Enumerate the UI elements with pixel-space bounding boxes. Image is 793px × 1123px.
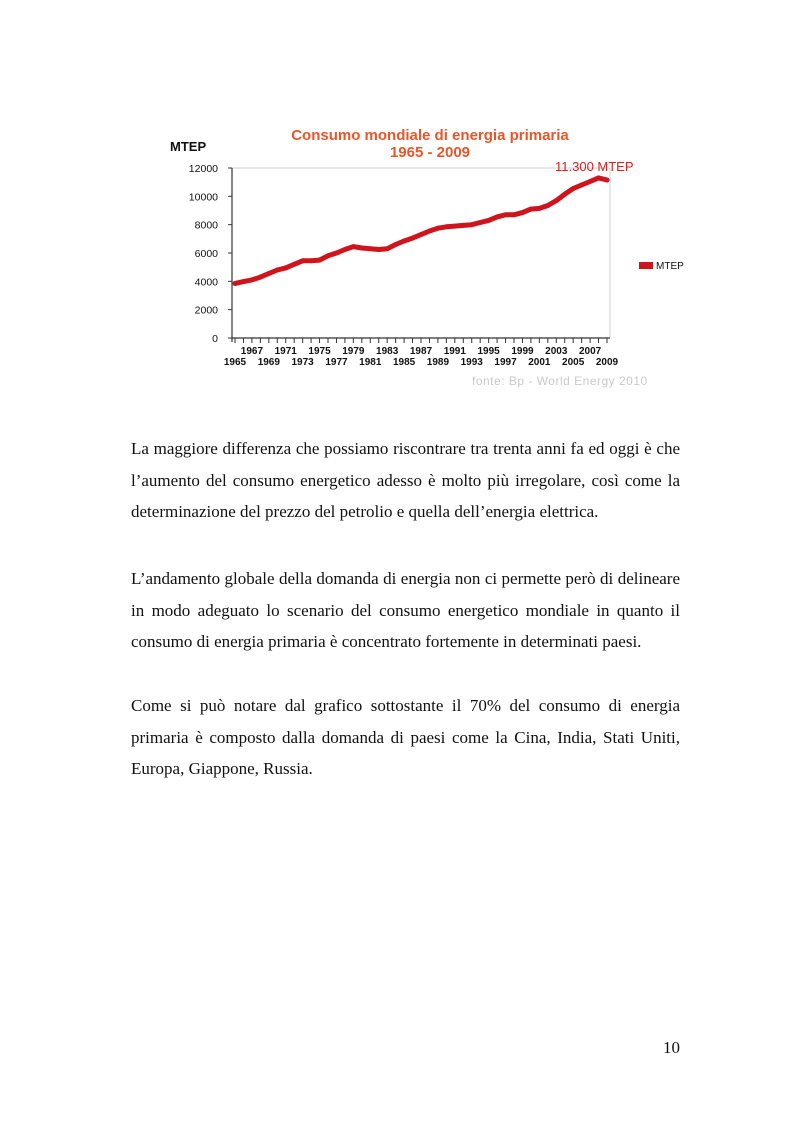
data-point (562, 192, 567, 197)
data-point (393, 242, 398, 247)
data-point (486, 218, 491, 223)
x-tick-label: 1969 (257, 357, 280, 368)
peak-annotation: 11.300 MTEP (555, 159, 634, 174)
x-tick-label: 1981 (359, 357, 382, 368)
data-point (452, 224, 457, 229)
x-tick-label: 1983 (376, 346, 399, 357)
x-tick-label: 1995 (477, 346, 500, 357)
legend-swatch (639, 262, 653, 269)
data-point (571, 186, 576, 191)
x-tick-label: 1979 (342, 346, 365, 357)
data-point (351, 244, 356, 249)
data-point (309, 258, 314, 263)
data-point (461, 223, 466, 228)
y-tick-label: 4000 (194, 276, 218, 289)
data-point (436, 226, 441, 231)
x-tick-label: 2001 (528, 357, 551, 368)
chart-subtitle: 1965 - 2009 (389, 144, 471, 161)
y-tick-label: 8000 (194, 219, 218, 232)
x-tick-label: 1971 (274, 346, 297, 357)
y-tick-label: 6000 (194, 248, 218, 260)
data-point (588, 179, 593, 184)
data-point (275, 268, 280, 273)
paragraph-1: La maggiore differenza che possiamo riscontrare tra trenta anni fa ed oggi è che l’aumento del consumo energetico adesso è molto più irregolare, così come la determinazione del prezzo del petrolio e quella dell’energia elettrica. (131, 439, 680, 522)
data-point (427, 229, 432, 234)
y-tick-label: 0 (212, 333, 218, 345)
data-point (478, 220, 483, 225)
data-point (376, 247, 381, 252)
data-point (512, 212, 517, 217)
x-tick-label: 1977 (325, 357, 348, 368)
x-tick-label: 2007 (578, 346, 602, 357)
data-point (503, 212, 508, 217)
data-point (419, 232, 424, 237)
data-point (410, 236, 415, 241)
data-point (326, 253, 331, 258)
x-tick-label: 1989 (426, 357, 450, 368)
chart-title: Consumo mondiale di energia primaria (291, 127, 569, 144)
plot-area (232, 168, 610, 342)
data-point (266, 271, 271, 276)
data-point (334, 251, 339, 256)
y-axis-ticks (189, 163, 232, 345)
data-point (385, 246, 390, 251)
data-point (300, 258, 305, 263)
data-series (233, 176, 610, 286)
x-tick-label: 1999 (511, 346, 534, 357)
x-tick-label: 1985 (392, 357, 416, 368)
chart-figure (160, 120, 695, 395)
data-point (233, 281, 238, 286)
x-tick-label: 1993 (460, 357, 483, 368)
data-point (250, 278, 255, 283)
paragraph-3: Come si può notare dal grafico sottostante il 70% del consumo di energia primaria è composto dalla domanda di paesi come la Cina, India, Stati Uniti, Europa, Giappone, Russia. (131, 696, 680, 779)
page-number: 10 (663, 1038, 680, 1057)
chart-source: fonte: Bp - World Energy 2010 (472, 374, 648, 388)
data-point (283, 265, 288, 270)
data-point (292, 262, 297, 267)
y-tick-label: 12000 (188, 163, 218, 175)
x-tick-label: 2009 (595, 357, 619, 368)
data-point (317, 258, 322, 263)
data-point (258, 275, 263, 280)
x-tick-label: 1997 (494, 357, 517, 368)
x-tick-label: 1967 (240, 346, 264, 357)
data-point (343, 247, 348, 252)
data-point (579, 183, 584, 188)
y-tick-label: 2000 (194, 304, 218, 317)
data-point (520, 210, 525, 215)
x-tick-label: 2005 (562, 357, 585, 368)
data-point (368, 246, 373, 251)
data-point (402, 239, 407, 244)
legend-label: MTEP (656, 261, 684, 272)
data-point (545, 203, 550, 208)
data-point (495, 214, 500, 219)
paragraph-2: L’andamento globale della domanda di energia non ci permette però di delineare in modo adeguato lo scenario del consumo energetico mondiale in quanto il consumo di energia primaria è concentrato fortemente in determinati paesi. (131, 569, 680, 652)
data-point (596, 176, 601, 181)
x-tick-label: 1991 (443, 346, 466, 357)
x-tick-label: 2003 (545, 346, 568, 357)
x-axis-ticks (224, 338, 619, 368)
series-line-mtep (235, 178, 607, 284)
data-point (444, 224, 449, 229)
x-tick-label: 1975 (308, 346, 331, 357)
data-point (359, 246, 364, 251)
x-tick-label: 1965 (223, 357, 247, 368)
data-point (537, 206, 542, 211)
data-point (605, 178, 610, 183)
legend (639, 261, 684, 272)
data-point (529, 207, 534, 212)
data-point (554, 198, 559, 203)
x-tick-label: 1987 (409, 346, 433, 357)
data-point (469, 222, 474, 227)
x-tick-label: 1973 (291, 357, 314, 368)
y-axis-label: MTEP (170, 139, 207, 154)
y-tick-label: 10000 (188, 191, 218, 204)
data-point (241, 279, 246, 284)
line-chart (160, 120, 695, 395)
